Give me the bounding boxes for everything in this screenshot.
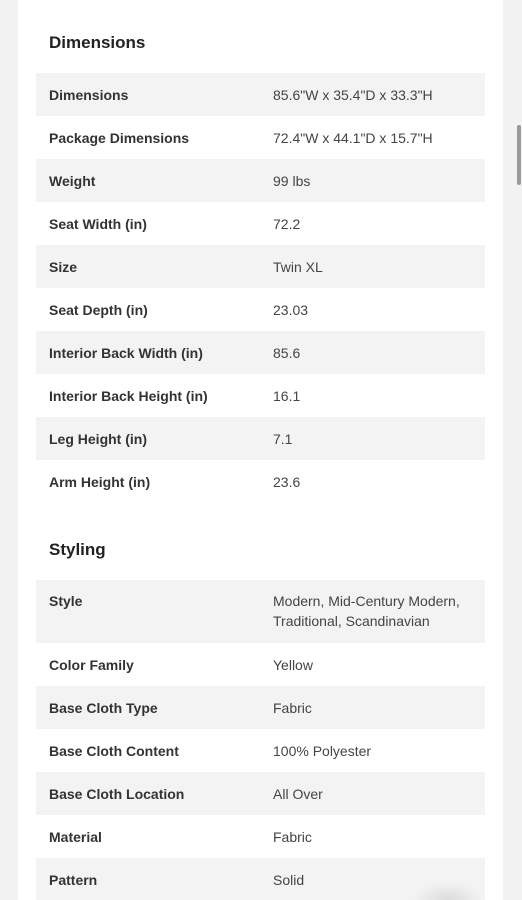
spec-value: 100% Polyester (273, 743, 372, 759)
table-row (36, 417, 485, 460)
spec-value: 72.4"W x 44.1"D x 15.7"H (273, 130, 433, 146)
spec-label: Interior Back Height (in) (49, 388, 208, 404)
spec-label: Dimensions (49, 87, 129, 103)
table-row (36, 460, 485, 503)
spec-value: 99 lbs (273, 173, 311, 189)
spec-label: Seat Width (in) (49, 216, 147, 232)
spec-label: Style (49, 593, 83, 609)
spec-label: Interior Back Width (in) (49, 345, 203, 361)
specifications-card (18, 0, 503, 900)
scrollbar[interactable] (514, 0, 522, 900)
corner-shadow (413, 882, 483, 900)
spec-label: Color Family (49, 657, 134, 673)
spec-label: Size (49, 259, 78, 275)
dimensions-table (36, 73, 485, 503)
spec-label: Pattern (49, 872, 98, 888)
spec-value: Solid (273, 872, 305, 888)
spec-label: Base Cloth Location (49, 786, 185, 802)
spec-value: Twin XL (273, 259, 323, 275)
styling-table (36, 580, 485, 900)
spec-label: Base Cloth Content (49, 743, 179, 759)
spec-value: 85.6"W x 35.4"D x 33.3"H (273, 87, 433, 103)
spec-value: Fabric (273, 700, 312, 716)
table-row (36, 159, 485, 202)
table-row (36, 245, 485, 288)
table-row (36, 116, 485, 159)
scrollbar-thumb[interactable] (517, 125, 521, 185)
table-row (36, 772, 485, 815)
spec-value: All Over (273, 786, 323, 802)
spec-label: Arm Height (in) (49, 474, 151, 490)
spec-label: Material (49, 829, 102, 845)
table-row (36, 331, 485, 374)
spec-label: Base Cloth Type (49, 700, 158, 716)
spec-value: 23.03 (273, 302, 309, 318)
spec-value: Fabric (273, 829, 312, 845)
spec-value: Modern, Mid-Century Modern, Traditional, Scandinavian (273, 593, 460, 629)
spec-value: 72.2 (273, 216, 301, 232)
table-row (36, 202, 485, 245)
table-row (36, 643, 485, 686)
table-row (36, 729, 485, 772)
spec-label: Seat Depth (in) (49, 302, 148, 318)
section-title-dimensions: Dimensions (49, 33, 146, 52)
spec-label: Leg Height (in) (49, 431, 147, 447)
table-row (36, 73, 485, 116)
spec-value: 7.1 (273, 431, 293, 447)
table-row (36, 686, 485, 729)
spec-value: 85.6 (273, 345, 301, 361)
spec-label: Weight (49, 173, 96, 189)
section-title-styling: Styling (49, 540, 106, 559)
table-row (36, 374, 485, 417)
table-row (36, 288, 485, 331)
table-row (36, 580, 485, 643)
spec-label: Package Dimensions (49, 130, 190, 146)
spec-value: 23.6 (273, 474, 301, 490)
table-row (36, 815, 485, 858)
spec-value: Yellow (273, 657, 313, 673)
spec-value: 16.1 (273, 388, 301, 404)
